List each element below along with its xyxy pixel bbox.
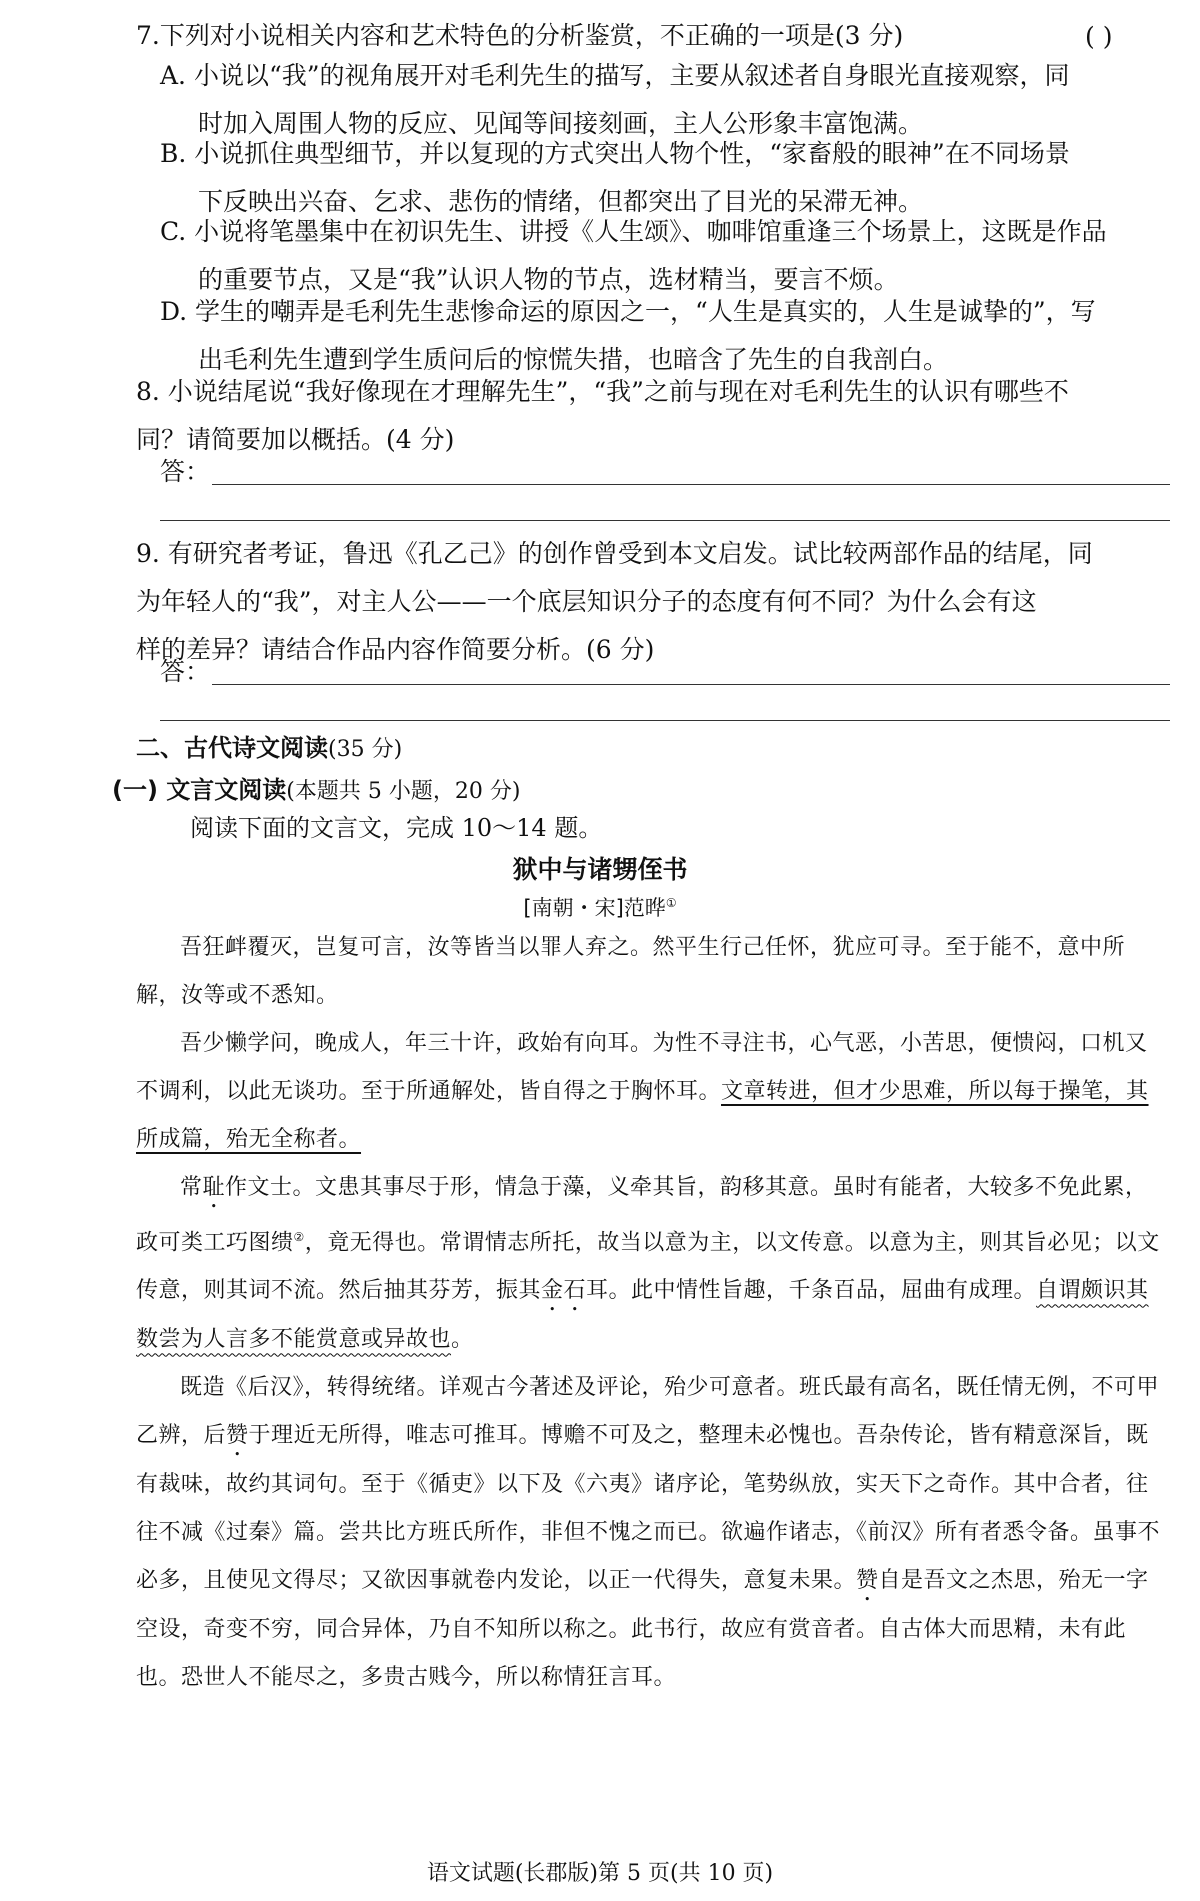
- answer-label-8: 答：: [160, 457, 211, 486]
- subsection-title: (一) 文言文阅读: [112, 776, 287, 804]
- option-c-line1: C. 小说将笔墨集中在初识先生、讲授《人生颂》、咖啡馆重逢三个场景上，这既是作品: [160, 217, 1107, 246]
- option-b-line2: 下反映出兴奋、乞求、悲伤的情绪，但都突出了目光的呆滞无神。: [198, 187, 924, 216]
- p4-text-b: 于理近无所得，唯志可推耳。博赡不可及之，整理未必愧也。吾杂传论，皆有精意深旨，既有裁味，故约其词句。至于《循吏》以下及《六夷》诸序论，笔势纵放，实天下之奇作。其中合者，往往不减《过秦》篇。尝共比方班氏所作，非但不愧之而已。欲遍作诸志，《前汉》所有者悉令备。虽事不必多，且使见文得尽；又欲因事就卷内发论，以正一代得失，意复未果。: [136, 1423, 1161, 1594]
- underlined-sentence: 文章转进，但才少思难，所以每于操笔，其所成篇，殆无全称者。: [136, 1079, 1149, 1152]
- p2-text: 吾少懒学问，晚成人，年三十许，政始有向耳。为性不寻注书，心气恶，小苦思，便愦闷，口机又不调利，以此无谈功。至于所通解处，皆自得之于胸怀耳。: [136, 1031, 1148, 1104]
- p4-text-c: 自是吾文之杰思，殆无一字空设，奇变不穷，同合异体，乃自不知所以称之。此书行，故应有赏音者。自古体大而思精，未有此也。恐世人不能尽之，多贵古贱今，所以称情狂言耳。: [136, 1568, 1149, 1691]
- dotted-word-zan-1: 赞: [226, 1423, 249, 1449]
- option-a-line1: A. 小说以“我”的视角展开对毛利先生的描写，主要从叙述者自身眼光直接观察，同: [160, 61, 1070, 90]
- p3-text-c: ，竟无得也。常谓情志所托，故当以意为主，以文传意。以意为主，则其旨必见；以文传意，则其词不流。然后抽其芬芳，振其: [136, 1230, 1160, 1304]
- option-c-line2: 的重要节点，又是“我”认识人物的节点，选材精当，要言不烦。: [198, 265, 899, 294]
- answer-line-8b: [160, 520, 1170, 521]
- author-name: [南朝・宋]范晔: [523, 896, 666, 920]
- dotted-word-zan-2: 赞: [856, 1568, 879, 1594]
- passage-paragraph-4: [136, 1364, 1166, 1702]
- answer-paren: ( ): [1085, 22, 1113, 51]
- author-footnote-mark: ①: [665, 896, 677, 910]
- passage-author: [0, 892, 1200, 922]
- question-8: [136, 368, 1166, 464]
- p3-text-b: 作文士。文患其事尽于形，情急于藻，义牵其旨，韵移其意。虽时有能者，大较多不免此累，政可类工巧图缋: [136, 1175, 1148, 1256]
- p3-text-f: 。: [451, 1327, 474, 1353]
- option-d-line1: D. 学生的嘲弄是毛利先生悲惨命运的原因之一，“人生是真实的，人生是诚挚的”，写: [160, 297, 1096, 326]
- dotted-word-chi: 耻: [202, 1175, 226, 1200]
- question-9-line1: 9. 有研究者考证，鲁迅《孔乙己》的创作曾受到本文启发。试比较两部作品的结尾，同: [136, 539, 1093, 568]
- p4-text-a: 既造《后汉》，转得统绪。详观古今著述及评论，殆少可意者。班氏最有高名，既任情无例，不可甲乙辨，后: [136, 1375, 1160, 1449]
- question-8-line1: 8. 小说结尾说“我好像现在才理解先生”，“我”之前与现在对毛利先生的认识有哪些不: [136, 377, 1069, 406]
- question-9-line3: 样的差异？请结合作品内容作简要分析。(6 分): [136, 635, 655, 664]
- option-d-line2: 出毛利先生遭到学生质问后的惊慌失措，也暗含了先生的自我剖白。: [198, 345, 949, 374]
- answer-area-9[interactable]: [160, 652, 1170, 692]
- passage-paragraph-2: [136, 1020, 1166, 1164]
- answer-area-8[interactable]: [160, 452, 1170, 492]
- answer-line-9b: [160, 720, 1170, 721]
- option-a-line2: 时加入周围人物的反应、见闻等间接刻画，主人公形象丰富饱满。: [198, 109, 924, 138]
- question-7-stem: 7.下列对小说相关内容和艺术特色的分析鉴赏，不正确的一项是(3 分): [136, 21, 904, 50]
- question-9-line2: 为年轻人的“我”，对主人公——一个底层知识分子的态度有何不同？为什么会有这: [136, 587, 1037, 616]
- answer-line-8a: [212, 484, 1170, 485]
- passage-paragraph-1: 吾狂衅覆灭，岂复可言，汝等皆当以罪人弃之。然平生行己任怀，犹应可寻。至于能不，意中所解，汝等或不悉知。: [136, 935, 1126, 1008]
- dotted-word-jinshi: 金石: [541, 1278, 587, 1304]
- section-title: 二、古代诗文阅读: [136, 734, 328, 762]
- question-8-line2: 同？请简要加以概括。(4 分): [136, 425, 455, 454]
- passage-title: 狱中与诸甥侄书: [512, 855, 688, 884]
- page-footer: 语文试题(长郡版)第 5 页(共 10 页): [426, 1861, 774, 1886]
- p3-text-e: 耳。此中情性旨趣，千条百品，屈曲有成理。: [586, 1278, 1037, 1304]
- option-b-line1: B. 小说抓住典型细节，并以复现的方式突出人物个性，“家畜般的眼神”在不同场景: [160, 139, 1070, 168]
- passage-paragraph-3: [136, 1164, 1166, 1364]
- section-score: (35 分): [328, 737, 403, 762]
- subsection-note: (本题共 5 小题，20 分): [286, 779, 521, 804]
- p3-text-a: 常: [180, 1175, 203, 1200]
- passage-body: [136, 924, 1166, 1702]
- wavy-underlined-sentence: 自谓颇识其数尝为人言多不能赏意或异故也: [136, 1278, 1149, 1353]
- answer-line-9a: [212, 684, 1170, 685]
- answer-label-9: 答：: [160, 657, 211, 686]
- section-heading: [136, 728, 402, 770]
- subsection-heading: [112, 770, 520, 812]
- footnote-mark-2: ②: [293, 1230, 305, 1244]
- instruction: 阅读下面的文言文，完成 10～14 题。: [190, 814, 603, 842]
